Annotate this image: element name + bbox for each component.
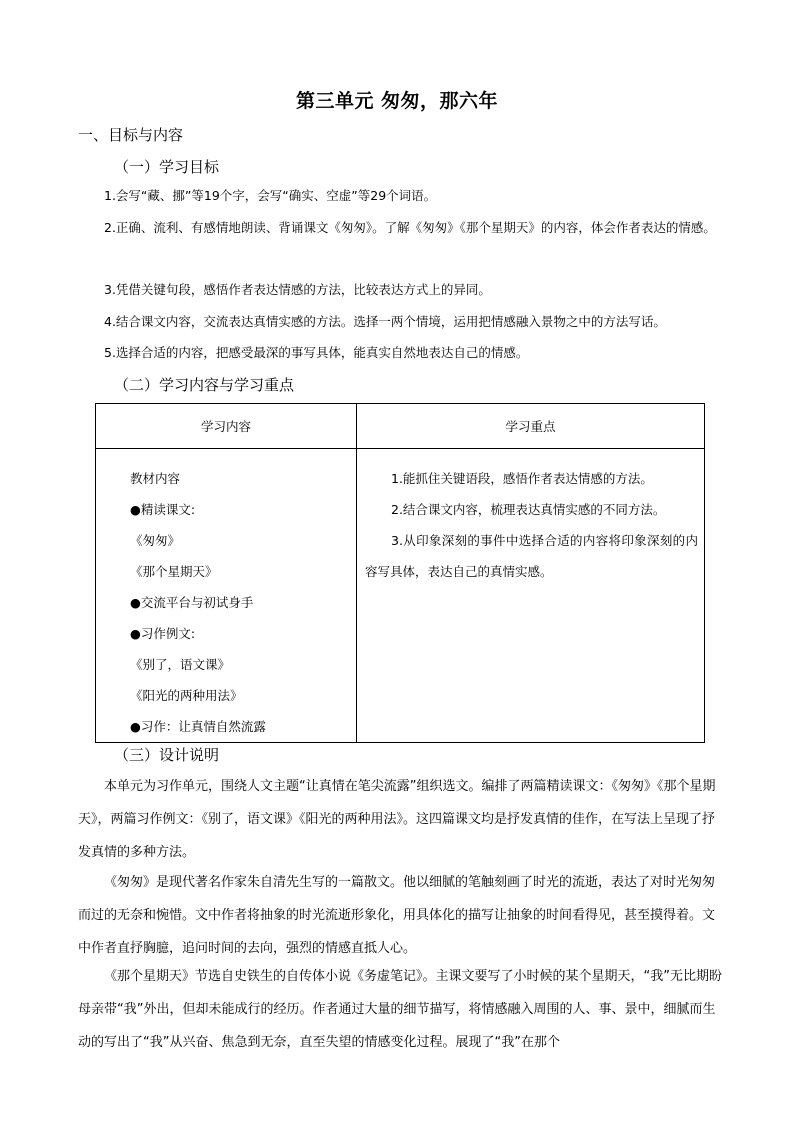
design-paragraph-3-text: 《那个星期天》节选自史铁生的自传体小说《务虚笔记》。主课文要写了小时候的某个星期天，“我”无比期盼母亲带“我”外出，但却未能成行的经历。作者通过大量的细节描写，将情感融入周围的人、事、景中，细腻而生动的写出了“我”从兴奋、焦急到无奈，直至失望的情感变化过程。展现了“我”在那个	[78, 969, 722, 1050]
goal-item-2-text: 2.正确、流利、有感情地朗读、背诵课文《匆匆》。了解《匆匆》《那个星期天》的内容，体会作者表达的情感。	[104, 220, 716, 235]
section-heading-goals-content: 一、目标与内容	[78, 126, 184, 144]
page-title: 第三单元 匆匆，那六年	[295, 90, 499, 112]
goal-item-5: 5.选择合适的内容，把感受最深的事写具体，能真实自然地表达自己的情感。	[104, 345, 529, 360]
subheading-learning-goals: （一）学习目标	[114, 158, 220, 176]
design-paragraph-1-text: 本单元为习作单元，围绕人文主题“让真情在笔尖流露”组织选文。编排了两篇精读课文：《匆匆》《那个星期天》，两篇习作例文：《别了，语文课》《阳光的两种用法》。这四篇课文均是抒发真情的佳作，在写法上呈现了抒发真情的多种方法。	[78, 779, 716, 860]
table-header-row	[96, 404, 705, 449]
content-line: ●精读课文:	[130, 502, 196, 517]
goal-item-2	[104, 211, 722, 244]
goal-item-1: 1.会写“藏、挪”等19个字，会写“确实、空虚”等29个词语。	[104, 188, 437, 203]
content-focus-table	[95, 403, 705, 743]
focus-cell	[357, 449, 705, 743]
content-line: 《那个星期天》	[130, 564, 218, 579]
goal-item-4: 4.结合课文内容，交流表达真情实感的方法。选择一两个情境，运用把情感融入景物之中的方法写话。	[104, 314, 666, 329]
content-line: ●习作例文:	[130, 626, 196, 641]
subheading-design-notes: （三）设计说明	[114, 746, 220, 764]
focus-item-3: 3.从印象深刻的事件中选择合适的内容将印象深刻的内容写具体，表达自己的真情实感。	[365, 533, 698, 579]
content-cell	[96, 449, 357, 743]
table-body-row	[96, 449, 705, 743]
content-line: 《别了，语文课》	[130, 657, 231, 672]
focus-item-1: 1.能抓住关键语段，感悟作者表达情感的方法。	[391, 471, 653, 486]
content-line: ●交流平台与初试身手	[130, 595, 254, 610]
design-paragraph-1	[78, 770, 724, 869]
goal-item-3: 3.凭借关键句段，感悟作者表达情感的方法，比较表达方式上的异同。	[104, 282, 491, 297]
content-line: 教材内容	[130, 471, 181, 486]
content-line: 《阳光的两种用法》	[130, 688, 243, 703]
design-paragraph-3	[78, 960, 724, 1059]
table-header-focus: 学习重点	[357, 404, 705, 449]
content-line: ●习作：让真情自然流露	[130, 719, 266, 734]
design-paragraph-2	[78, 866, 724, 965]
content-line: 《匆匆》	[130, 533, 181, 548]
focus-item-2: 2.结合课文内容，梳理表达真情实感的不同方法。	[391, 502, 666, 517]
table-header-content: 学习内容	[96, 404, 357, 449]
design-paragraph-2-text: 《匆匆》是现代著名作家朱自清先生写的一篇散文。他以细腻的笔触刻画了时光的流逝，表达了对时光匆匆而过的无奈和惋惜。文中作者将抽象的时光流逝形象化，用具体化的描写让抽象的时间看得见，甚至摸得着。文中作者直抒胸臆，追问时间的去向，强烈的情感直抵人心。	[78, 875, 716, 956]
subheading-content-focus: （二）学习内容与学习重点	[114, 376, 295, 394]
